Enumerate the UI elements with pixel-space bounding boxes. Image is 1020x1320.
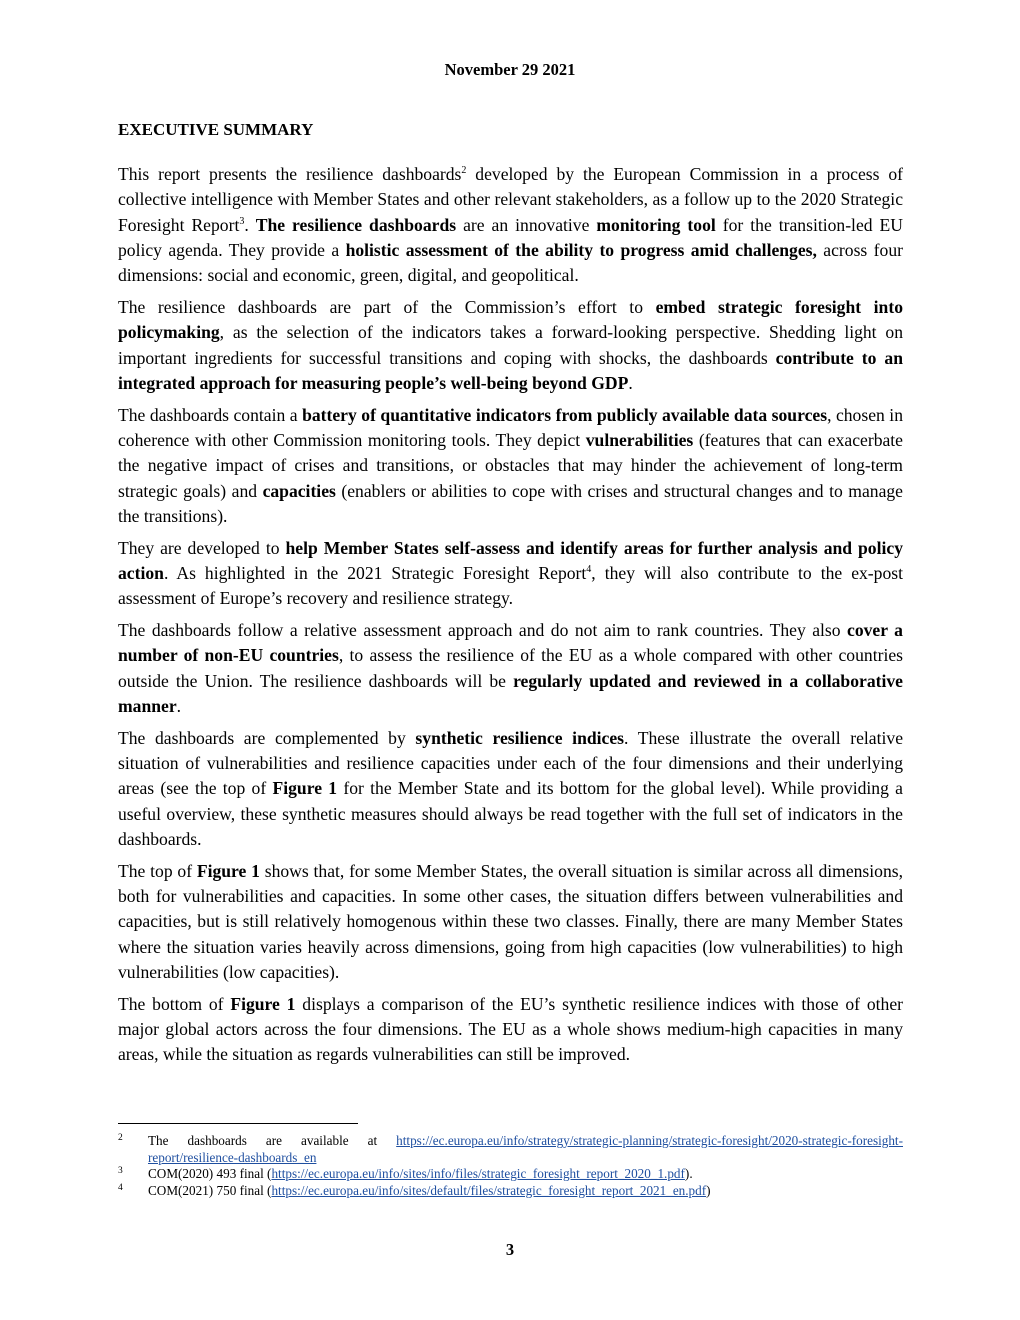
text-run: (enablers or abilities to cope with crises and structural changes and to manage the transitions). (118, 480, 903, 526)
bold-text: vulnerabilities (585, 429, 694, 450)
footnote-ref[interactable]: 2 (461, 165, 467, 177)
footnote-link[interactable]: https://ec.europa.eu/info/sites/info/files/strategic_foresight_report_2020_1.pdf (271, 1166, 685, 1181)
footnote-number: 2 (118, 1133, 123, 1143)
bold-text: embed strategic foresight into policymaking (118, 296, 903, 343)
bold-text: capacities (262, 480, 336, 501)
text-run: The top of (118, 860, 197, 881)
paragraph-4 (118, 536, 903, 612)
footnote-ref[interactable]: 4 (586, 564, 592, 576)
bold-text: synthetic resilience indices (415, 727, 624, 748)
footnote-number: 4 (118, 1182, 123, 1193)
text-run: . As highlighted in the 2021 Strategic Foresight Report (163, 562, 587, 583)
section-title: EXECUTIVE SUMMARY (118, 120, 314, 139)
text-run: This report presents the resilience dashboards (118, 164, 462, 184)
paragraph-5 (118, 618, 903, 719)
figure-reference: Figure 1 (230, 993, 296, 1014)
footnote-separator (118, 1123, 358, 1124)
text-run: The resilience dashboards are part of the Commission’s effort to (118, 296, 656, 317)
text-run: (features that can exacerbate the negative impact of crises and transitions, or obstacles that may hinder the achievement of long-term strategic goals) and (118, 429, 903, 501)
text-run: . (244, 214, 256, 235)
text-run: The dashboards follow a relative assessment approach and do not aim to rank countries. They also (118, 620, 848, 641)
footnote-ref[interactable]: 3 (239, 215, 245, 227)
text-run: developed by the European Commission in a process of collective intelligence with Member States and other relevant stakeholders, as a follow up to the 2020 Strategic Foresight Report (118, 164, 904, 235)
footnote-text: ). (684, 1166, 693, 1181)
paragraph-3 (118, 403, 903, 529)
paragraph-1 (118, 162, 903, 288)
bold-text: regularly updated and reviewed in a collaborative manner (118, 670, 903, 716)
text-run: , chosen in coherence with other Commission monitoring tools. They depict (118, 404, 903, 450)
footnote-3 (118, 1166, 903, 1183)
bold-text: help Member States self-assess and identify areas for further analysis and policy action (118, 537, 903, 583)
text-run: , as the selection of the indicators takes a forward-looking perspective. Shedding light on important ingredients for successful transitions and coping with shocks, the dashboards (118, 322, 903, 368)
text-run: shows that, for some Member States, the overall situation is similar across all dimensions, both for vulnerabilities and capacities. In some other cases, the situation differs between vulnerabilities and capacities, but is still relatively homogenous within these two classes. Finally, there are many Member States where the situation varies heavily across dimensions, going from high capacities (low vulnerabilities) to high vulnerabilities (low capacities). (118, 860, 904, 982)
footnote-number: 3 (118, 1166, 123, 1176)
bold-text: cover a number of non-EU countries (118, 620, 903, 666)
bold-text: The resilience dashboards (255, 214, 457, 235)
footnote-text: ) (706, 1182, 711, 1198)
text-run: across four dimensions: social and economic, green, digital, and geopolitical. (118, 239, 903, 286)
text-run: The dashboards contain a (118, 404, 303, 425)
body-text (118, 162, 903, 1074)
footnote-text: The dashboards are available at (148, 1133, 397, 1148)
footnote-link[interactable]: https://ec.europa.eu/info/strategy/strategic-planning/strategic-foresight/2020-strategic-foresight-report/resilience-dashboards_en (148, 1133, 903, 1165)
figure-reference: Figure 1 (196, 860, 260, 881)
footnote-link[interactable]: https://ec.europa.eu/info/sites/default/files/strategic_foresight_report_2021_en.pdf (271, 1182, 707, 1198)
figure-reference: Figure 1 (272, 778, 338, 799)
text-run: displays a comparison of the EU’s synthetic resilience indices with those of other major global actors across the four dimensions. The EU as a whole shows medium-high capacities in many areas, while the situation as regards vulnerabilities can still be improved. (118, 993, 903, 1065)
bold-text: contribute to an integrated approach for measuring people’s well-being beyond GDP (118, 347, 903, 393)
bold-text: holistic assessment of the ability to progress amid challenges, (345, 239, 817, 260)
text-run: They are developed to (118, 537, 286, 558)
text-run: are an innovative (456, 214, 597, 235)
footnotes (118, 1133, 903, 1199)
bold-text: battery of quantitative indicators from publicly available data sources (302, 404, 828, 425)
bold-text: monitoring tool (596, 214, 716, 235)
text-run: . These illustrate the overall relative situation of vulnerabilities and resilience capacities under each of the four dimensions and their underlying areas (see the top of (118, 727, 903, 799)
text-run: for the Member State and its bottom for the global level). While providing a useful overview, these synthetic measures should always be read together with the full set of indicators in the dashboards. (118, 778, 903, 849)
text-run: for the transition-led EU policy agenda. They provide a (118, 214, 903, 260)
footnote-2 (118, 1133, 903, 1166)
paragraph-6 (118, 726, 903, 852)
footnote-text: COM(2020) 493 final ( (148, 1166, 272, 1181)
text-run: , to assess the resilience of the EU as a whole compared with other countries outside the Union. The resilience dashboards will be (118, 645, 903, 691)
text-run: The dashboards are complemented by (118, 727, 416, 748)
footnote-4 (118, 1183, 903, 1200)
text-run: The bottom of (118, 993, 231, 1014)
paragraph-7 (118, 859, 903, 985)
header-date: November 29 2021 (444, 60, 576, 79)
text-run: , they will also contribute to the ex-post assessment of Europe’s recovery and resilience strategy. (118, 562, 903, 609)
paragraph-2 (118, 295, 903, 396)
page-number: 3 (505, 1240, 515, 1259)
footnote-text: COM(2021) 750 final ( (148, 1182, 272, 1198)
text-run: . (628, 372, 633, 393)
text-run: . (176, 695, 182, 716)
paragraph-8 (118, 992, 903, 1068)
